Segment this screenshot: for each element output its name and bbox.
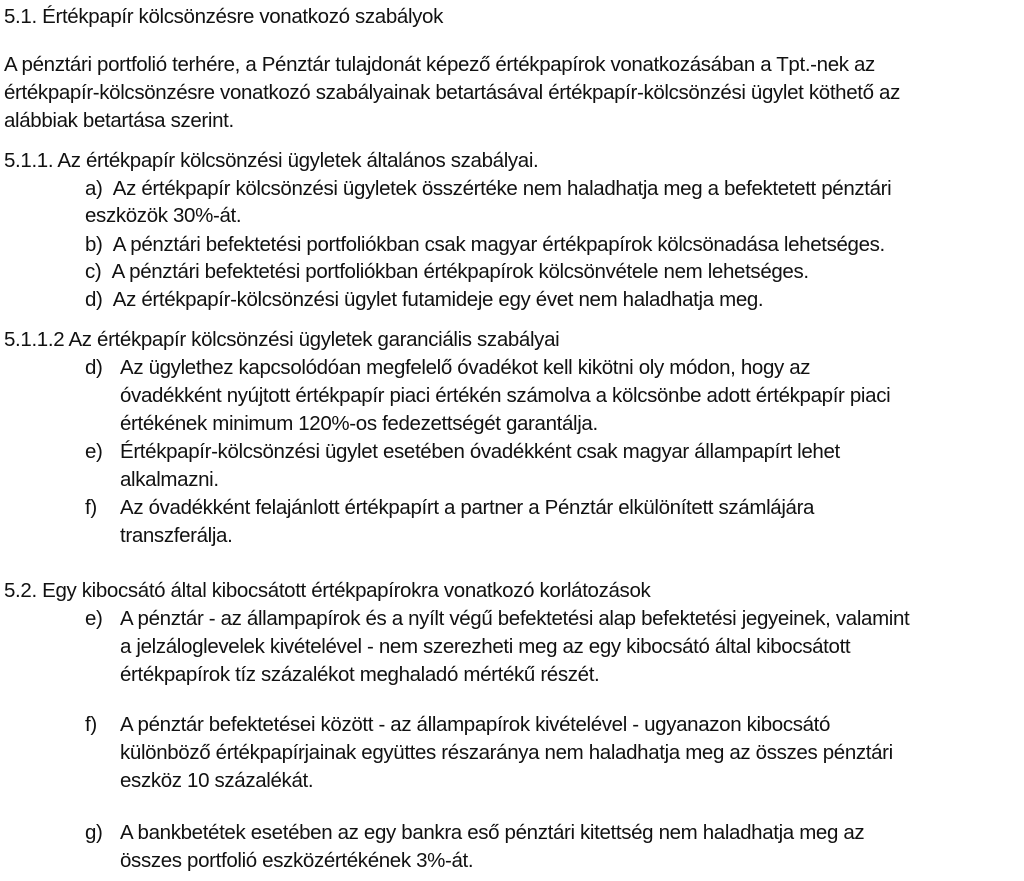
item-text: A pénztári befektetési portfoliókban csak magyar értékpapírok kölcsönadása lehetséges. bbox=[112, 233, 885, 256]
item-text: a jelzáloglevelek kivételével - nem szerezheti meg az egy kibocsátó által kibocsátott bbox=[120, 635, 851, 658]
item-text: A bankbetétek esetében az egy bankra eső pénztári kitettség nem haladhatja meg az bbox=[120, 821, 865, 844]
item-text: összes portfolió eszközértékének 3%-át. bbox=[120, 849, 474, 872]
item-marker: d) bbox=[85, 288, 103, 311]
item-marker: d) bbox=[85, 356, 103, 379]
item-marker: b) bbox=[85, 233, 103, 256]
heading-5-1-1: 5.1.1. Az értékpapír kölcsönzési ügyletek általános szabályai. bbox=[4, 149, 539, 172]
item-text: értékének minimum 120%-os fedezettségét garantálja. bbox=[120, 412, 598, 435]
item-text: Értékpapír-kölcsönzési ügylet esetében óvadékként csak magyar állampapírt lehet bbox=[120, 440, 840, 463]
intro-line-3: alábbiak betartása szerint. bbox=[4, 109, 234, 132]
item-marker: e) bbox=[85, 607, 103, 630]
item-marker: c) bbox=[85, 260, 102, 283]
item-text: különböző értékpapírjainak együttes részaránya nem haladhatja meg az összes pénztári bbox=[120, 741, 893, 764]
item-text: Az értékpapír-kölcsönzési ügylet futamideje egy évet nem haladhatja meg. bbox=[112, 288, 764, 311]
item-text: eszköz 10 százalékát. bbox=[120, 769, 314, 792]
heading-5-2: 5.2. Egy kibocsátó által kibocsátott értékpapírokra vonatkozó korlátozások bbox=[4, 579, 651, 602]
intro-line-2: értékpapír-kölcsönzésre vonatkozó szabályainak betartásával értékpapír-kölcsönzési ügylet köthető az bbox=[4, 81, 900, 104]
item-text: óvadékként nyújtott értékpapír piaci értékén számolva a kölcsönbe adott értékpapír piaci bbox=[120, 384, 891, 407]
item-text: A pénztári befektetési portfoliókban értékpapírok kölcsönvétele nem lehetséges. bbox=[111, 260, 809, 283]
item-text: értékpapírok tíz százalékot meghaladó mértékű részét. bbox=[120, 663, 600, 686]
item-text: eszközök 30%-át. bbox=[85, 204, 242, 227]
item-marker: f) bbox=[85, 713, 97, 736]
heading-5-1: 5.1. Értékpapír kölcsönzésre vonatkozó szabályok bbox=[4, 5, 443, 28]
item-text: Az értékpapír kölcsönzési ügyletek összértéke nem haladhatja meg a befektetett pénztári bbox=[112, 177, 892, 200]
item-text: alkalmazni. bbox=[120, 468, 219, 491]
item-marker: e) bbox=[85, 440, 103, 463]
item-text: Az óvadékként felajánlott értékpapírt a partner a Pénztár elkülönített számlájára bbox=[120, 496, 815, 519]
item-marker: f) bbox=[85, 496, 97, 519]
heading-5-1-1-2: 5.1.1.2 Az értékpapír kölcsönzési ügyletek garanciális szabályai bbox=[4, 328, 560, 351]
item-text: A pénztár - az állampapírok és a nyílt végű befektetési alap befektetési jegyeinek, valamint bbox=[120, 607, 910, 630]
item-marker: g) bbox=[85, 821, 103, 844]
item-text: A pénztár befektetései között - az állampapírok kivételével - ugyanazon kibocsátó bbox=[120, 713, 831, 736]
item-marker: a) bbox=[85, 177, 103, 200]
item-text: Az ügylethez kapcsolódóan megfelelő óvadékot kell kikötni oly módon, hogy az bbox=[120, 356, 811, 379]
intro-line-1: A pénztári portfolió terhére, a Pénztár tulajdonát képező értékpapírok vonatkozásában a Tpt.-nek az bbox=[4, 53, 875, 76]
item-text: transzferálja. bbox=[120, 524, 233, 547]
